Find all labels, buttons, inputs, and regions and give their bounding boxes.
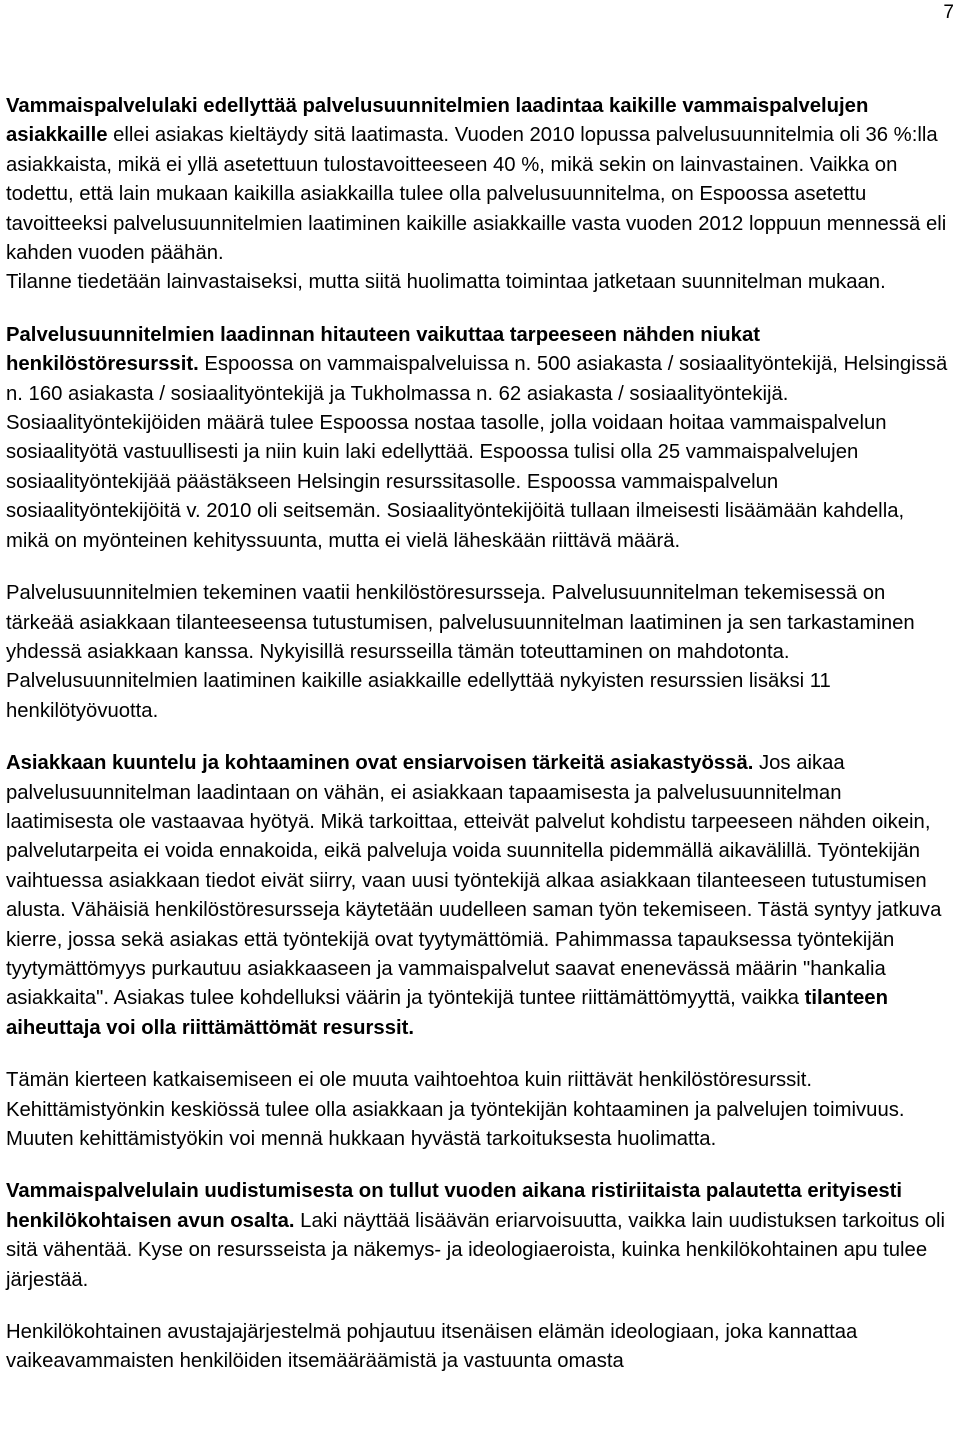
text-run: Tämän kierteen katkaisemiseen ei ole muuta vaihtoehtoa kuin riittävät henkilöstöresurssit. Kehittämistyönkin keskiössä tulee olla asiakkaan ja työntekijän kohtaaminen ja palvelujen toimivuus. Muuten kehittämistyökin voi mennä hukkaan hyvästä tarkoituksesta huolimatta.	[6, 1069, 905, 1150]
paragraph	[6, 579, 951, 726]
text-run: ellei asiakas kieltäydy sitä laatimasta. Vuoden 2010 lopussa palvelusuunnitelmia oli 36 %:lla asiakkaista, mikä ei yllä asetettuun tulostavoitteeseen 40 %, mikä sekin on lainvastainen. Vaikka on todettu, että lain mukaan kaikilla asiakkailla tulee olla palvelusuunnitelma, on Espoossa asetettu tavoitteeksi palvelusuunnitelmien laatiminen kaikille asiakkaille vasta vuoden 2012 loppuun mennessä eli kahden vuoden päähän.	[6, 124, 947, 265]
paragraph	[6, 321, 951, 556]
bold-text: Asiakkaan kuuntelu ja kohtaaminen ovat ensiarvoisen tärkeitä asiakastyössä.	[6, 752, 754, 775]
text-run: Henkilökohtainen avustajajärjestelmä pohjautuu itsenäisen elämän ideologiaan, joka kannattaa vaikeavammaisten henkilöiden itsemääräämistä ja vastuunta omasta	[6, 1321, 858, 1373]
document-body	[6, 92, 951, 1400]
paragraph	[6, 1177, 951, 1295]
paragraph	[6, 749, 951, 1043]
text-run: Jos aikaa palvelusuunnitelman laadintaan on vähän, ei asiakkaan tapaamisesta ja palvelusuunnitelman laatimisesta ole vastaavaa hyötyä. Mikä tarkoittaa, etteivät palvelut kohdistu tarpeeseen nähden oikein, palvelutarpeita ei voida ennakoida, eikä palveluja voida suunnitella pidemmällä aikavälillä. Työntekijän vaihtuessa asiakkaan tiedot eivät siirry, vaan uusi työntekijä alkaa asiakkaan tilanteeseen tutustumisen alusta. Vähäisiä henkilöstöresursseja käytetään uudelleen saman työn tekemiseen. Tästä syntyy jatkuva kierre, jossa sekä asiakas että työntekijä ovat tyytymättömiä. Pahimmassa tapauksessa työntekijän tyytymättömyys purkautuu asiakkaaseen ja vammaispalvelut saavat enenevässä määrin "hankalia asiakkaita". Asiakas tulee kohdelluksi väärin ja työntekijä tuntee riittämättömyyttä, vaikka	[6, 752, 942, 1010]
page-number: 7	[943, 2, 954, 23]
bold-text: Palvelusuunnitelmien laadinnan hitauteen vaikuttaa tarpeeseen nähden niukat henkilöstöresurssit.	[6, 323, 760, 376]
bold-text: tilanteen aiheuttaja voi olla riittämättömät resurssit.	[6, 987, 888, 1039]
paragraph	[6, 1066, 951, 1154]
paragraph	[6, 1318, 951, 1377]
text-run: Espoossa on vammaispalveluissa n. 500 asiakasta / sosiaalityöntekijä, Helsingissä n. 160 asiakasta / sosiaalityöntekijä ja Tukholmassa n. 62 asiakasta / sosiaalityöntekijä. Sosiaalityöntekijöiden määrä tulee Espoossa nostaa tasolle, jolla voidaan hoitaa vammaispalvelun sosiaalityötä vastuullisesti ja niin kuin laki edellyttää. Espoossa tulisi olla 25 vammaispalvelujen sosiaalityöntekijää päästäkseen Helsingin resurssitasolle. Espoossa vammaispalvelun sosiaalityöntekijöitä v. 2010 oli seitsemän. Sosiaalityöntekijöitä tullaan ilmeisesti lisäämään kahdella, mikä on myönteinen kehityssuunta, mutta ei vielä läheskään riittävä määrä.	[6, 353, 948, 552]
paragraph	[6, 268, 951, 297]
text-run: Palvelusuunnitelmien tekeminen vaatii henkilöstöresursseja. Palvelusuunnitelman tekemisessä on tärkeää asiakkaan tilanteeseensa tutustumisen, palvelusuunnitelman laatiminen ja sen tarkastaminen yhdessä asiakkaan kanssa. Nykyisillä resursseilla tämän toteuttaminen on mahdotonta. Palvelusuunnitelmien laatiminen kaikille asiakkaille edellyttää nykyisten resurssien lisäksi 11 henkilötyövuotta.	[6, 582, 915, 722]
bold-text: Vammaispalvelulaki edellyttää palvelusuunnitelmien laadintaa kaikille vammaispalvelujen asiakkaille	[6, 95, 869, 147]
text-run: Laki näyttää lisäävän eriarvoisuutta, vaikka lain uudistuksen tarkoitus oli sitä vähentää. Kyse on resursseista ja näkemys- ja ideologiaeroista, kuinka henkilökohtainen apu tulee järjestää.	[6, 1209, 946, 1291]
bold-text: Vammaispalvelulain uudistumisesta on tullut vuoden aikana ristiriitaista palautetta erityisesti henkilökohtaisen avun osalta.	[6, 1180, 903, 1232]
text-run: Tilanne tiedetään lainvastaiseksi, mutta siitä huolimatta toimintaa jatketaan suunnitelman mukaan.	[6, 271, 886, 294]
paragraph	[6, 92, 951, 268]
